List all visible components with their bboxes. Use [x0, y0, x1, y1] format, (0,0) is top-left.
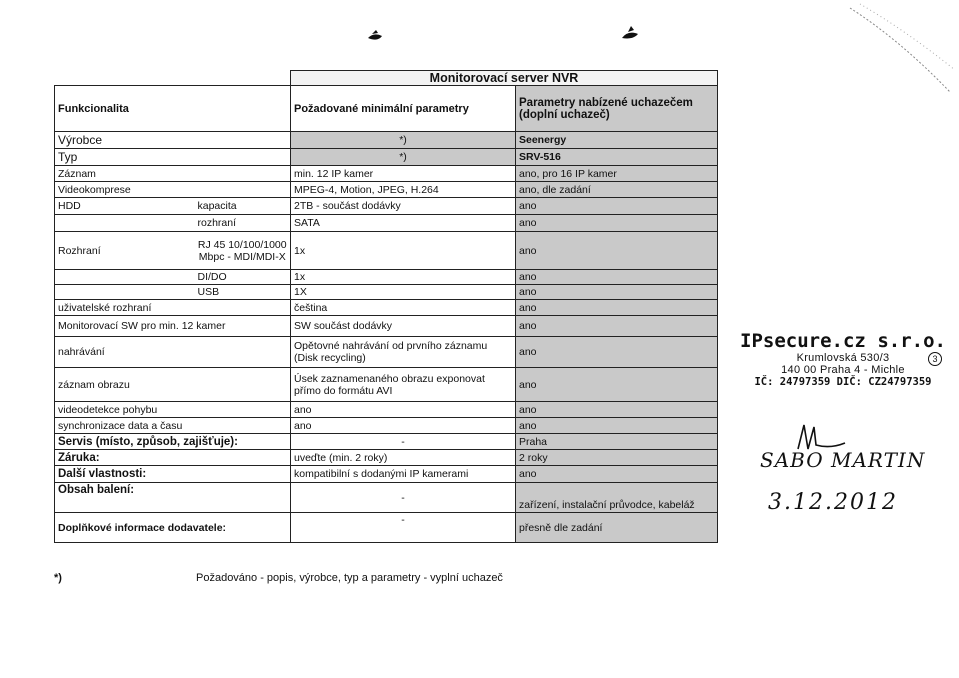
- row-required: -: [291, 434, 516, 450]
- row-offered: ano: [516, 418, 718, 434]
- row-offered: ano, pro 16 IP kamer: [516, 166, 718, 182]
- row-required: Opětovné nahrávání od prvního záznamu (Disk recycling): [291, 337, 516, 368]
- header-offered: Parametry nabízené uchazečem (doplní uchazeč): [516, 86, 718, 132]
- footnote-mark: *): [54, 572, 62, 584]
- row-label: záznam obrazu: [55, 368, 291, 402]
- specification-table: [54, 70, 718, 543]
- row-required: čeština: [291, 300, 516, 316]
- row-label: Rozhraní: [55, 232, 195, 270]
- row-label: [55, 285, 195, 300]
- header-functionality: Funkcionalita: [55, 86, 291, 132]
- row-offered: ano: [516, 232, 718, 270]
- company-stamp: [738, 330, 948, 388]
- row-label: [55, 215, 195, 232]
- handwritten-date: 3.12.2012: [768, 490, 898, 515]
- row-offered: přesně dle zadání: [516, 513, 718, 543]
- row-required: ano: [291, 402, 516, 418]
- row-label: Záruka:: [55, 450, 291, 466]
- row-required: -: [291, 513, 516, 543]
- row-offered: zařízení, instalační průvodce, kabeláž: [516, 483, 718, 513]
- row-required: MPEG-4, Motion, JPEG, H.264: [291, 182, 516, 198]
- row-sublabel: rozhraní: [195, 215, 291, 232]
- row-offered: ano: [516, 198, 718, 215]
- row-sublabel: kapacita: [195, 198, 291, 215]
- row-sublabel: DI/DO: [195, 270, 291, 285]
- row-label: Servis (místo, způsob, zajišťuje):: [55, 434, 291, 450]
- stamp-circle-number: 3: [928, 352, 942, 366]
- row-label: videodetekce pohybu: [55, 402, 291, 418]
- row-required: *): [291, 132, 516, 149]
- row-required: 1X: [291, 285, 516, 300]
- footnote-text: Požadováno - popis, výrobce, typ a parametry - vyplní uchazeč: [196, 572, 503, 584]
- row-offered: ano: [516, 300, 718, 316]
- row-offered: ano: [516, 337, 718, 368]
- row-label: Obsah balení:: [55, 483, 291, 513]
- row-offered: ano: [516, 368, 718, 402]
- row-offered: ano: [516, 402, 718, 418]
- row-offered: SRV-516: [516, 149, 718, 166]
- row-label: Videokomprese: [55, 182, 291, 198]
- row-sublabel: RJ 45 10/100/1000 Mbpc - MDI/MDI-X: [195, 232, 291, 270]
- row-offered: ano: [516, 285, 718, 300]
- row-required: Úsek zaznamenaného obrazu exponovat přímo do formátu AVI: [291, 368, 516, 402]
- row-label: HDD: [55, 198, 195, 215]
- row-label: uživatelské rozhraní: [55, 300, 291, 316]
- table-title: Monitorovací server NVR: [291, 71, 718, 86]
- row-label: Typ: [55, 149, 291, 166]
- row-required: SATA: [291, 215, 516, 232]
- stamp-ids: IČ: 24797359 DIČ: CZ24797359: [754, 376, 932, 388]
- footnote: [54, 572, 503, 584]
- stamp-company: IPsecure.cz s.r.o.: [740, 330, 946, 352]
- row-required: kompatibilní s dodanými IP kamerami: [291, 466, 516, 483]
- header-required: Požadované minimální parametry: [291, 86, 516, 132]
- row-required: 2TB - součást dodávky: [291, 198, 516, 215]
- row-offered: ano: [516, 215, 718, 232]
- row-label: synchronizace data a času: [55, 418, 291, 434]
- row-required: ano: [291, 418, 516, 434]
- row-label: Doplňkové informace dodavatele:: [55, 513, 291, 543]
- row-offered: 2 roky: [516, 450, 718, 466]
- row-offered: ano: [516, 316, 718, 337]
- stamp-city: 140 00 Praha 4 - Michle: [781, 364, 905, 376]
- row-label: Záznam: [55, 166, 291, 182]
- row-label: Další vlastnosti:: [55, 466, 291, 483]
- row-offered: ano: [516, 270, 718, 285]
- row-offered: Seenergy: [516, 132, 718, 149]
- row-label: Výrobce: [55, 132, 291, 149]
- row-required: SW součást dodávky: [291, 316, 516, 337]
- stamp-street: Krumlovská 530/3: [796, 352, 890, 364]
- row-required: 1x: [291, 270, 516, 285]
- row-offered: ano: [516, 466, 718, 483]
- row-required: *): [291, 149, 516, 166]
- row-offered: ano, dle zadání: [516, 182, 718, 198]
- row-required: -: [291, 483, 516, 513]
- row-offered: Praha: [516, 434, 718, 450]
- handwritten-name: SABO MARTIN: [760, 448, 926, 472]
- row-label: [55, 270, 195, 285]
- row-required: uveďte (min. 2 roky): [291, 450, 516, 466]
- row-required: 1x: [291, 232, 516, 270]
- row-required: min. 12 IP kamer: [291, 166, 516, 182]
- row-sublabel: USB: [195, 285, 291, 300]
- row-label: Monitorovací SW pro min. 12 kamer: [55, 316, 291, 337]
- row-label: nahrávání: [55, 337, 291, 368]
